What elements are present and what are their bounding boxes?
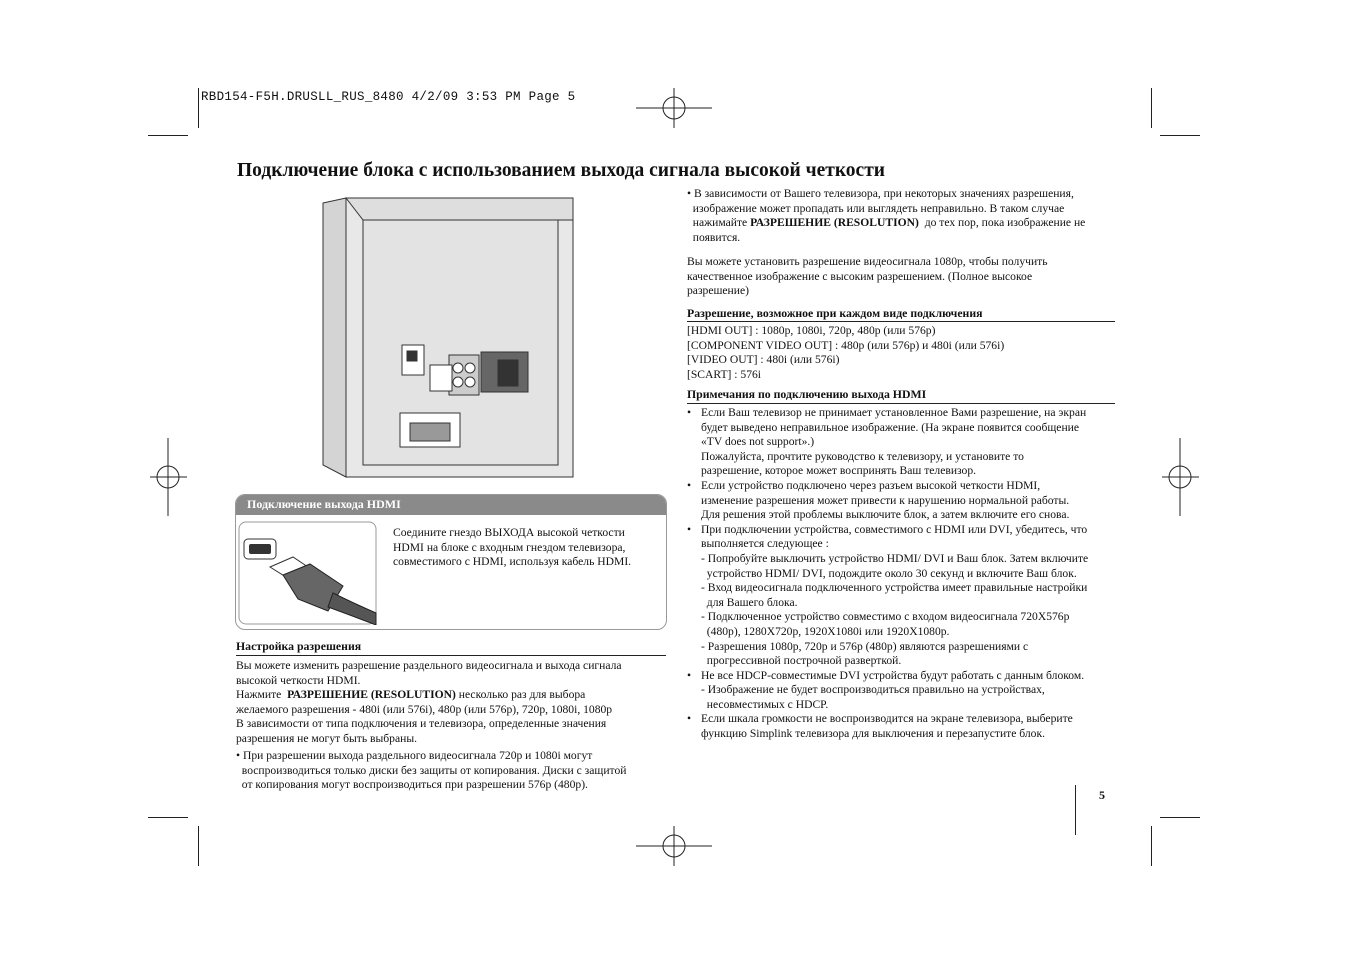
resolution-setup-text <box>236 659 622 747</box>
line-text: HDMI на блоке с входным гнездом телевизора, <box>393 540 626 554</box>
text-line <box>687 269 1048 284</box>
1080p-paragraph <box>687 254 1048 298</box>
note-text: Пожалуйста, прочтите руководство к телевизору, и установите то <box>701 449 1024 463</box>
note-text: - Подключенное устройство совместимо с входом видеосигнала 720X576p <box>701 610 1070 624</box>
text-line <box>687 283 1048 298</box>
heading-rule <box>236 655 666 656</box>
text-line <box>236 674 622 689</box>
line-text: до тех пор, пока изображение не <box>918 216 1086 230</box>
line-text: [VIDEO OUT] : 480i (или 576i) <box>687 353 840 367</box>
print-slug: RBD154-F5H.DRUSLL_RUS_8480 4/2/09 3:53 PM Page 5 <box>201 90 576 104</box>
heading-rule <box>687 321 1115 322</box>
note-line <box>687 625 1088 640</box>
text-line <box>687 202 1085 217</box>
resolution-list <box>687 324 1004 382</box>
text-line <box>236 659 622 674</box>
text-line <box>687 353 1004 368</box>
resolution-setup-heading: Настройка разрешения <box>236 639 362 653</box>
bullet-marker: • <box>687 406 692 419</box>
line-text: разрешения не могут быть выбраны. <box>236 731 418 745</box>
line-text: Вы можете установить разрешение видеосигнала 1080p, чтобы получить <box>687 255 1048 268</box>
text-line <box>236 732 622 747</box>
hdmi-notes-list <box>687 406 1088 742</box>
bold-button-name: РАЗРЕШЕНИЕ (RESOLUTION) <box>287 688 456 702</box>
note-text: будет выведено неправильное изображение. (На экране появится сообщение <box>701 420 1080 434</box>
hdmi-cable-illustration <box>238 521 378 625</box>
note-text: «TV does not support».) <box>701 435 815 449</box>
note-text: - Разрешения 1080p, 720p и 576p (480p) являются разрешениями с <box>701 639 1029 653</box>
resolution-per-connection-heading: Разрешение, возможное при каждом виде подключения <box>687 306 983 320</box>
note-line <box>687 640 1088 655</box>
note-line <box>687 435 1088 450</box>
note-line <box>687 567 1088 582</box>
note-text: выполняется следующее : <box>701 537 829 551</box>
bullet-marker: • <box>687 522 692 536</box>
note-line <box>687 669 1088 684</box>
line-text: [HDMI OUT] : 1080p, 1080i, 720p, 480p (или 576p) <box>687 324 936 337</box>
text-line <box>687 339 1004 354</box>
page-number: 5 <box>1099 788 1105 802</box>
resolution-bullet <box>687 187 1085 245</box>
text-line <box>687 254 1048 269</box>
text-line <box>236 778 626 793</box>
note-text: для Вашего блока. <box>701 595 798 609</box>
note-line <box>687 494 1088 509</box>
hdmi-box-title: Подключение выхода HDMI <box>247 497 401 511</box>
resolution-setup-bullet <box>236 749 626 793</box>
line-text: качественное изображение с высоким разрешением. (Полное высокое <box>687 269 1033 283</box>
note-line <box>687 654 1088 669</box>
bullet-marker: • <box>687 668 692 682</box>
registration-mark-left <box>150 438 187 516</box>
note-text: Для решения этой проблемы выключите блок, а затем включите его снова. <box>701 508 1070 522</box>
note-line <box>687 698 1088 713</box>
page-title: Подключение блока с использованием выхода сигнала высокой четкости <box>237 160 886 181</box>
bullet-marker: • <box>687 712 692 726</box>
text-line <box>687 187 1085 202</box>
text-line <box>687 231 1085 246</box>
line-text: • В зависимости от Вашего телевизора, при некоторых значениях разрешения, <box>687 187 1074 200</box>
note-text: устройство HDMI/ DVI, подождите около 30 секунд и включите Ваш блок. <box>701 566 1077 580</box>
note-line <box>687 727 1088 742</box>
note-text: функцию Simplink телевизора для выключения и перезапустите блок. <box>701 727 1046 741</box>
line-text: воспроизводиться только диски без защиты от копирования. Диски с защитой <box>236 763 627 777</box>
note-text: Не все HDCP-совместимые DVI устройства будут работать с данным блоком. <box>701 668 1085 682</box>
registration-mark-top <box>636 88 712 128</box>
note-text: - Вход видеосигнала подключенного устройства имеет правильные настройки <box>701 581 1088 595</box>
line-text: Вы можете изменить разрешение раздельного видеосигнала и выхода сигнала <box>236 659 622 672</box>
text-line <box>236 717 622 732</box>
note-line <box>687 581 1088 596</box>
registration-mark-right <box>1162 438 1199 516</box>
note-text: Если устройство подключено через разъем высокой четкости HDMI, <box>701 478 1041 492</box>
note-line <box>687 450 1088 465</box>
note-line <box>687 421 1088 436</box>
note-text: несовместимых с HDCP. <box>701 697 829 711</box>
text-line <box>687 216 1085 231</box>
hdmi-box-text <box>393 525 631 569</box>
heading-rule <box>687 403 1115 404</box>
line-text: изображение может пропадать или выглядеть неправильно. В таком случае <box>687 201 1065 215</box>
text-line <box>393 540 631 555</box>
hdmi-notes-heading: Примечания по подключению выхода HDMI <box>687 387 927 401</box>
note-line <box>687 523 1088 538</box>
line-text: В зависимости от типа подключения и телевизора, определенные значения <box>236 717 607 731</box>
note-line <box>687 712 1088 727</box>
text-line <box>236 749 626 764</box>
note-text: разрешение, которое может воспринять Ваш телевизор. <box>701 464 977 478</box>
text-line <box>687 324 1004 339</box>
line-text: • При разрешении выхода раздельного видеосигнала 720p и 1080i могут <box>236 749 593 762</box>
line-text: несколько раз для выбора <box>455 688 586 702</box>
note-line <box>687 479 1088 494</box>
text-line <box>236 764 626 779</box>
note-text: - Попробуйте выключить устройство HDMI/ DVI и Ваш блок. Затем включите <box>701 551 1089 565</box>
note-text: изменение разрешения может привести к нарушению нормальной работы. <box>701 493 1070 507</box>
registration-mark-bottom <box>636 826 712 866</box>
line-text: нажимайте <box>687 216 751 230</box>
line-text: от копирования могут воспроизводиться при разрешении 576p (480p). <box>236 778 588 792</box>
text-line <box>393 525 631 540</box>
note-text: При подключении устройства, совместимого с HDMI или DVI, убедитесь, что <box>701 522 1088 536</box>
note-line <box>687 406 1088 421</box>
note-line <box>687 596 1088 611</box>
text-line <box>236 688 622 703</box>
note-line <box>687 464 1088 479</box>
note-line <box>687 610 1088 625</box>
line-text: [COMPONENT VIDEO OUT] : 480p (или 576p) и 480i (или 576i) <box>687 338 1005 352</box>
text-line <box>236 703 622 718</box>
note-line <box>687 683 1088 698</box>
note-text: Если Ваш телевизор не принимает установленное Вами разрешение, на экран <box>701 406 1087 419</box>
line-text: высокой четкости HDMI. <box>236 673 361 687</box>
note-line <box>687 552 1088 567</box>
note-text: (480p), 1280X720p, 1920X1080i или 1920X1080p. <box>701 624 950 638</box>
line-text: разрешение) <box>687 284 749 298</box>
note-text: - Изображение не будет воспроизводиться правильно на устройствах, <box>701 683 1045 697</box>
text-line <box>393 554 631 569</box>
line-text: Нажмите <box>236 688 288 702</box>
note-text: Если шкала громкости не воспроизводится на экране телевизора, выберите <box>701 712 1073 726</box>
text-line <box>687 368 1004 383</box>
unit-rear-panel-illustration <box>318 195 580 481</box>
bold-button-name: РАЗРЕШЕНИЕ (RESOLUTION) <box>750 216 919 230</box>
line-text: желаемого разрешения - 480i (или 576i), 480p (или 576p), 720p, 1080i, 1080p <box>236 702 613 716</box>
line-text: появится. <box>687 230 741 244</box>
line-text: совместимого с HDMI, используя кабель HDMI. <box>393 555 632 569</box>
note-text: прогрессивной построчной разверткой. <box>701 654 902 668</box>
note-line <box>687 537 1088 552</box>
note-line <box>687 508 1088 523</box>
line-text: Соедините гнездо ВЫХОДА высокой четкости <box>393 526 625 539</box>
line-text: [SCART] : 576i <box>687 367 762 381</box>
bullet-marker: • <box>687 478 692 492</box>
